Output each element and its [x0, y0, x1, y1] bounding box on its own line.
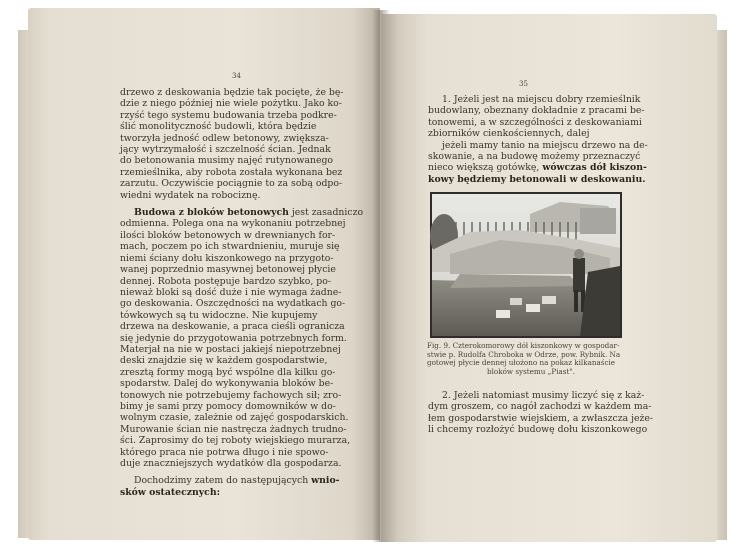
text-line: rzemieślnika, aby robota została wykonana bez	[120, 166, 343, 178]
text-line: tonowych nie potrzebujemy fachowych sił; zro-	[120, 389, 342, 401]
text-line: kowy będziemy betonowali w deskowaniu.	[428, 173, 646, 185]
text-line: którego praca nie potrwa długo i nie spowo-	[120, 446, 329, 458]
text-line: duje znaczniejszych wydatków dla gospodarza.	[120, 458, 342, 469]
left-page	[28, 8, 380, 540]
text-line: go deskowania. Oszczędności na wydatkach go-	[120, 298, 346, 310]
section-heading: Budowa z bloków betonowych	[134, 207, 289, 219]
text-line: spodarstw. Dalej do wykonywania bloków be-	[120, 378, 334, 390]
text-line: 2. Jeżeli natomiast musimy liczyć się z każ-	[442, 390, 645, 401]
text-line: Murowanie ścian nie nastręcza żadnych trudno-	[120, 423, 347, 435]
left-intro-paragraph	[120, 87, 368, 201]
right-page-number: 35	[519, 80, 528, 88]
text-line: jący wytrzymałość i szczelność ścian. Jednak	[120, 144, 331, 156]
text-line: tówkowych są tu widoczne. Nie kupujemy	[120, 309, 318, 321]
caption-line: bloków systemu „Piast".	[487, 366, 575, 376]
text-line: drzewo z deskowania będzie tak pocięte, że bę-	[120, 87, 344, 98]
text-line: jeżeli mamy tanio na miejscu drzewo na de-	[442, 139, 648, 151]
text-line: bimy je sami przy pomocy domowników w do-	[120, 400, 336, 412]
text-line: łem gospodarstwie wiejskiem, a zwłaszcza jeże-	[428, 412, 654, 424]
text-line: do betonowania musimy najęć rutynowanego	[120, 155, 334, 167]
text-line: tworzyła jedność odlew betonowy, zwiększa-	[120, 132, 329, 144]
text-line: mach, poczem po ich stwardnieniu, muruje się	[120, 241, 340, 253]
text-line: wolnym czasie, zależnie od zajęć gospodarskich.	[120, 412, 349, 424]
text-line: wanej poprzednio masywnej betonowej płycie	[120, 264, 336, 276]
text-line: ilości bloków betonowych w drewnianych for-	[120, 229, 336, 241]
figure-caption	[427, 342, 677, 376]
text-line: deski znajdzie się w każdem gospodarstwie,	[120, 355, 328, 367]
text-line: budowlany, obeznany dokładnie z pracami be-	[428, 105, 645, 117]
text-line: tonowemi, a w szczególności z deskowaniami	[428, 116, 642, 128]
block-construction-paragraph	[120, 207, 368, 469]
text-line: sków ostatecznych:	[120, 486, 221, 498]
conclusion-intro	[120, 475, 368, 498]
text-line: odmienna. Polega ona na wykonaniu potrzebnej	[120, 218, 346, 230]
text-line: skowanie, a na budowę możemy przeznaczyć	[428, 151, 641, 163]
text-line: li chcemy rozłożyć budowę dołu kiszonkowego	[428, 424, 648, 436]
text-line: Budowa z bloków betonowych jest zasadniczo	[134, 207, 364, 219]
caption-line: gotowej płycie dennej ułożono na pokaz kilkanaście	[427, 358, 616, 368]
text-line: nieważ bloki są dość duże i nie wymaga żadne-	[120, 286, 342, 298]
text-line: dennej. Robota postępuje bardzo szybko, po-	[120, 275, 331, 287]
text-line: się jedynie do przygotowania potrzebnych form.	[120, 332, 347, 344]
point-2-paragraph	[428, 390, 696, 436]
text-line: niemi ściany dołu kiszonkowego na przygoto-	[120, 252, 334, 264]
text-line: rzyść tego systemu budowania trzeba podkre-	[120, 109, 337, 121]
silage-pit-photograph	[430, 192, 622, 338]
text-line: dym groszem, co nagół zachodzi w każdem ma-	[428, 401, 652, 413]
text-line: wiedni wydatek na robociznę.	[120, 189, 261, 201]
text-line: zresztą formy mogą być wspólne dla kilku go-	[120, 366, 336, 378]
text-line: zarzutu. Oczywiście pociągnie to za sobą odpo-	[120, 178, 343, 190]
text-line: drzewa na deskowanie, a praca cieśli ogranicza	[120, 321, 345, 333]
right-page	[381, 14, 717, 542]
text-line: 1. Jeżeli jest na miejscu dobry rzemieślnik	[442, 94, 641, 105]
text-line: dzie z niego później nie wiele pożytku. Jako ko-	[120, 98, 342, 110]
text-line: Dochodzimy zatem do następujących wnio-	[134, 475, 340, 487]
caption-line: Fig. 9. Czterokomorowy dół kiszonkowy w gospodar-	[427, 341, 620, 350]
left-page-number: 34	[232, 72, 241, 80]
left-page-text	[120, 87, 368, 498]
text-line: ści. Zaprosimy do tej roboty wiejskiego murarza,	[120, 435, 351, 447]
caption-line: stwie p. Rudolfa Chroboka w Odrze, pow. Rybnik. Na	[427, 349, 621, 359]
point-1-paragraph	[428, 94, 696, 185]
text-line: zbiorników cienkościennych, dalej	[428, 128, 590, 140]
text-line: nieco większą gotówkę, wówczas dół kiszon-	[428, 162, 647, 174]
text-line: Materjał na nie w postaci jakiejś niepotrzebnej	[120, 343, 341, 355]
text-line: ślić monolityczność budowli, która będzie	[120, 121, 317, 133]
